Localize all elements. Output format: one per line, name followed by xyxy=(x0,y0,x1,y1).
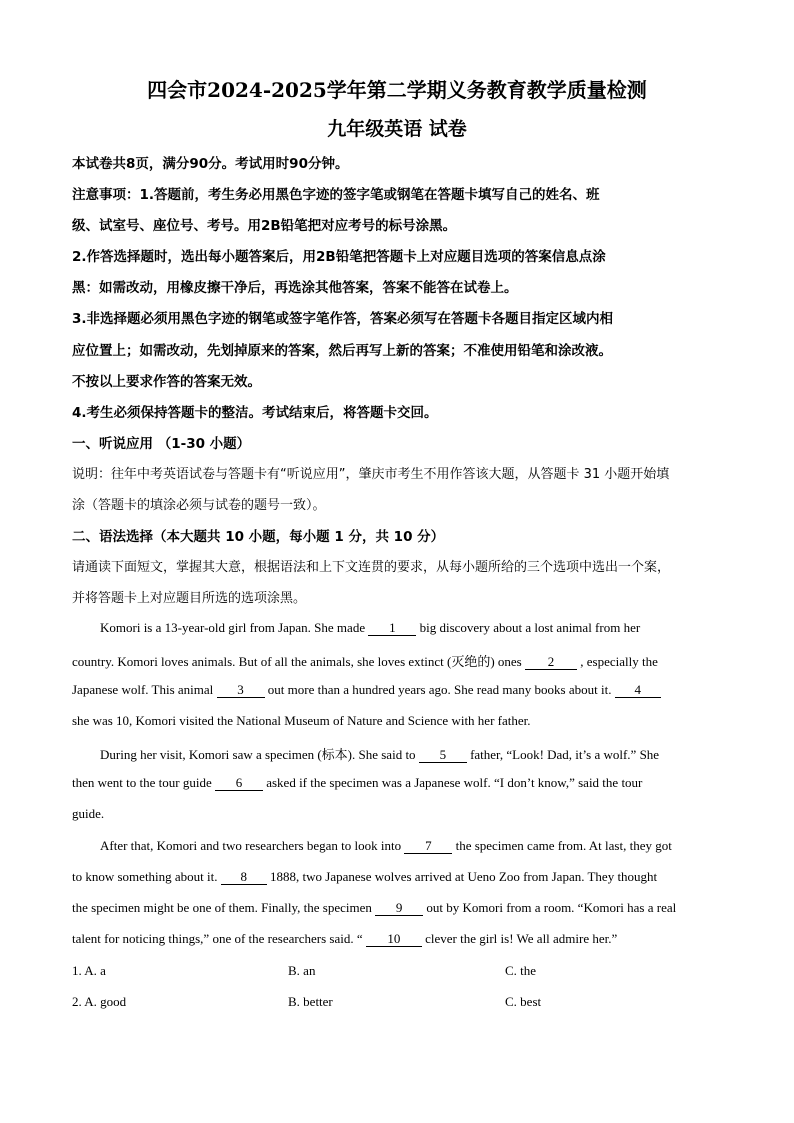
blank-1: 1 xyxy=(368,621,416,636)
exam-title: 四会市2024-2025学年第二学期义务教育教学质量检测 xyxy=(147,78,647,102)
passage-text: then went to the tour guide xyxy=(72,775,215,790)
blank-8: 8 xyxy=(221,870,267,885)
passage-text: , especially the xyxy=(577,654,658,669)
blank-6: 6 xyxy=(215,776,263,791)
notice-line: 4.考生必须保持答题卡的整洁。考试结束后，将答题卡交回。 xyxy=(72,405,438,421)
option-b: B. an xyxy=(288,963,316,978)
passage-line xyxy=(100,744,760,763)
passage-text: asked if the specimen was a Japanese wolf. “I don’t know,” said the tour xyxy=(262,775,643,790)
passage-text: father, “Look! Dad, it’s a wolf.” She xyxy=(466,747,660,762)
notice-line: 3.非选择题必须用黑色字迹的钢笔或签字笔作答，答案必须写在答题卡各题目指定区域内相 xyxy=(72,311,614,327)
passage-text: the specimen came from. At last, they got xyxy=(452,838,672,853)
notice-line: 级、试室号、座位号、考号。用2B铅笔把对应考号的标号涂黑。 xyxy=(72,218,457,234)
exam-subtitle: 九年级英语 试卷 xyxy=(327,118,467,140)
section-description: 说明：往年中考英语试卷与答题卡有“听说应用”，肇庆市考生不用作答该大题，从答题卡 31 小题开始填 xyxy=(72,467,670,482)
blank-5: 5 xyxy=(419,748,467,763)
section-heading: 一、听说应用 （1-30 小题） xyxy=(72,436,251,452)
passage-line xyxy=(100,838,760,854)
notice-line: 注意事项：1.答题前，考生务必用黑色字迹的签字笔或钢笔在答题卡填写自己的姓名、班 xyxy=(72,187,600,203)
passage-line: guide. xyxy=(72,806,105,821)
blank-9: 9 xyxy=(375,901,423,916)
passage-line: she was 10, Komori visited the National Museum of Nature and Science with her father. xyxy=(72,713,531,728)
option-a: 1. A. a xyxy=(72,963,106,978)
option-a: 2. A. good xyxy=(72,994,127,1009)
passage-text: the specimen might be one of them. Finally, the specimen xyxy=(72,900,376,915)
section-description: 并将答题卡上对应题目所选的选项涂黑。 xyxy=(72,591,307,606)
passage-text: During her visit, Komori saw a specimen (标本). She said to xyxy=(100,747,419,762)
notice-line: 应位置上；如需改动，先划掉原来的答案，然后再写上新的答案；不准使用铅笔和涂改液。 xyxy=(72,343,612,359)
option-c: C. best xyxy=(505,994,542,1009)
passage-text: country. Komori loves animals. But of all the animals, she loves extinct (灭绝的) ones xyxy=(72,654,525,669)
notice-line: 2.作答选择题时，选出每小题答案后，用2B铅笔把答题卡上对应题目选项的答案信息点涂 xyxy=(72,249,606,265)
passage-text: talent for noticing things,” one of the researchers said. “ xyxy=(72,931,366,946)
section-description: 涂（答题卡的填涂必须与试卷的题号一致）。 xyxy=(72,498,326,513)
passage-line xyxy=(72,900,732,916)
option-b: B. better xyxy=(288,994,333,1009)
blank-4: 4 xyxy=(615,683,661,698)
passage-line xyxy=(72,651,732,670)
section-description: 请通读下面短文，掌握其大意，根据语法和上下文连贯的要求，从每小题所给的三个选项中选出一个案， xyxy=(72,560,671,575)
passage-line xyxy=(72,931,732,947)
blank-7: 7 xyxy=(404,839,452,854)
notice-line: 黑：如需改动，用橡皮擦干净后，再选涂其他答案，答案不能答在试卷上。 xyxy=(72,280,518,296)
passage-line xyxy=(72,682,732,698)
passage-text: Japanese wolf. This animal xyxy=(72,682,217,697)
section-heading: 二、语法选择（本大题共 10 小题，每小题 1 分，共 10 分） xyxy=(72,529,445,545)
passage-text: clever the girl is! We all admire her.” xyxy=(421,931,618,946)
passage-text: out more than a hundred years ago. She read many books about it. xyxy=(264,682,615,697)
passage-text: After that, Komori and two researchers began to look into xyxy=(100,838,405,853)
passage-line xyxy=(72,775,732,791)
blank-2: 2 xyxy=(525,655,577,670)
exam-info: 本试卷共8页，满分90分。考试用时90分钟。 xyxy=(72,156,349,172)
passage-line xyxy=(72,869,732,885)
blank-10: 10 xyxy=(366,932,422,947)
option-c: C. the xyxy=(505,963,537,978)
notice-line: 不按以上要求作答的答案无效。 xyxy=(72,374,261,390)
passage-line xyxy=(100,620,760,636)
passage-text: Komori is a 13-year-old girl from Japan. She made xyxy=(100,620,369,635)
blank-3: 3 xyxy=(217,683,265,698)
passage-text: 1888, two Japanese wolves arrived at Ueno Zoo from Japan. They thought xyxy=(266,869,658,884)
passage-text: out by Komori from a room. “Komori has a real xyxy=(423,900,677,915)
passage-text: big discovery about a lost animal from her xyxy=(416,620,641,635)
passage-text: to know something about it. xyxy=(72,869,221,884)
